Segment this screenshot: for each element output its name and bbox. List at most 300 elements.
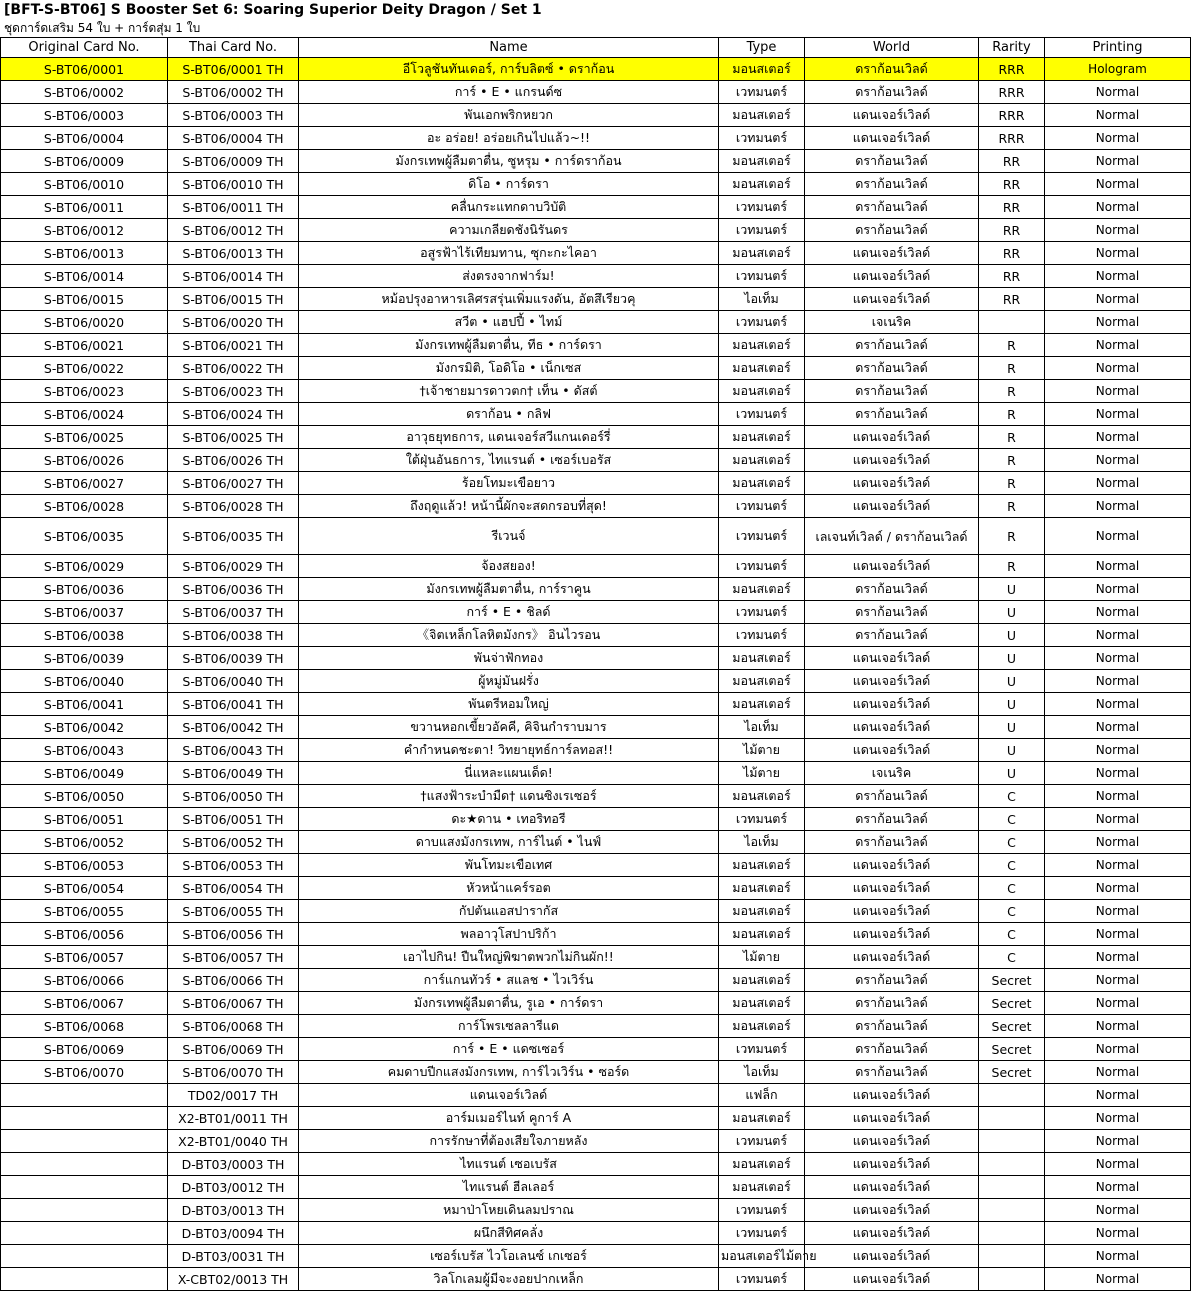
rarity-cell[interactable]: RRR (979, 127, 1045, 150)
world-cell[interactable]: แดนเจอร์เวิลด์ (805, 1245, 979, 1268)
card-name-cell[interactable]: 《จิตเหล็กโลหิตมังกร》 อินไวรอน (299, 624, 719, 647)
printing-cell[interactable]: Normal (1045, 555, 1191, 578)
type-cell[interactable]: มอนสเตอร์ (719, 1153, 805, 1176)
world-cell[interactable]: แดนเจอร์เวิลด์ (805, 647, 979, 670)
original-card-no-cell[interactable]: S-BT06/0069 (1, 1038, 168, 1061)
printing-cell[interactable]: Normal (1045, 578, 1191, 601)
card-name-cell[interactable]: การ์ • E • แดซเซอร์ (299, 1038, 719, 1061)
world-cell[interactable]: แดนเจอร์เวิลด์ (805, 739, 979, 762)
type-cell[interactable]: เวทมนตร์ (719, 1038, 805, 1061)
rarity-cell[interactable]: U (979, 601, 1045, 624)
printing-cell[interactable]: Normal (1045, 449, 1191, 472)
printing-cell[interactable]: Normal (1045, 334, 1191, 357)
printing-cell[interactable]: Normal (1045, 808, 1191, 831)
printing-cell[interactable]: Normal (1045, 150, 1191, 173)
thai-card-no-cell[interactable]: S-BT06/0070 TH (168, 1061, 299, 1084)
type-cell[interactable]: มอนสเตอร์ (719, 150, 805, 173)
thai-card-no-cell[interactable]: S-BT06/0004 TH (168, 127, 299, 150)
printing-cell[interactable]: Normal (1045, 877, 1191, 900)
original-card-no-cell[interactable] (1, 1084, 168, 1107)
card-name-cell[interactable]: ไทแรนต์ ฮีลเลอร์ (299, 1176, 719, 1199)
card-name-cell[interactable]: การ์โพรเซลลารีแด (299, 1015, 719, 1038)
rarity-cell[interactable]: R (979, 403, 1045, 426)
rarity-cell[interactable]: C (979, 831, 1045, 854)
printing-cell[interactable]: Normal (1045, 647, 1191, 670)
original-card-no-cell[interactable]: S-BT06/0003 (1, 104, 168, 127)
type-cell[interactable]: เวทมนตร์ (719, 196, 805, 219)
card-name-cell[interactable]: พันตรีหอมใหญ่ (299, 693, 719, 716)
rarity-cell[interactable]: U (979, 693, 1045, 716)
original-card-no-cell[interactable]: S-BT06/0050 (1, 785, 168, 808)
type-cell[interactable]: ไม้ตาย (719, 762, 805, 785)
original-card-no-cell[interactable] (1, 1107, 168, 1130)
original-card-no-cell[interactable]: S-BT06/0015 (1, 288, 168, 311)
printing-cell[interactable]: Normal (1045, 104, 1191, 127)
thai-card-no-cell[interactable]: S-BT06/0057 TH (168, 946, 299, 969)
rarity-cell[interactable]: RRR (979, 104, 1045, 127)
type-cell[interactable]: มอนสเตอร์ (719, 854, 805, 877)
card-name-cell[interactable]: †เจ้าชายมารดาวตก† เท็น • ดัสต์ (299, 380, 719, 403)
header-thai-card-no[interactable]: Thai Card No. (168, 38, 299, 58)
rarity-cell[interactable] (979, 1084, 1045, 1107)
type-cell[interactable]: เวทมนตร์ (719, 808, 805, 831)
rarity-cell[interactable]: R (979, 555, 1045, 578)
world-cell[interactable]: ดราก้อนเวิลด์ (805, 969, 979, 992)
original-card-no-cell[interactable]: S-BT06/0053 (1, 854, 168, 877)
type-cell[interactable]: เวทมนตร์ (719, 555, 805, 578)
world-cell[interactable]: ดราก้อนเวิลด์ (805, 150, 979, 173)
original-card-no-cell[interactable]: S-BT06/0067 (1, 992, 168, 1015)
rarity-cell[interactable]: C (979, 854, 1045, 877)
rarity-cell[interactable] (979, 1176, 1045, 1199)
rarity-cell[interactable]: R (979, 495, 1045, 518)
world-cell[interactable]: เลเจนท์เวิลด์ / ดราก้อนเวิลด์ (805, 518, 979, 555)
card-name-cell[interactable]: หัวหน้าแคร์รอต (299, 877, 719, 900)
type-cell[interactable]: มอนสเตอร์ (719, 992, 805, 1015)
rarity-cell[interactable]: Secret (979, 969, 1045, 992)
thai-card-no-cell[interactable]: S-BT06/0069 TH (168, 1038, 299, 1061)
world-cell[interactable]: แดนเจอร์เวิลด์ (805, 1176, 979, 1199)
printing-cell[interactable]: Normal (1045, 716, 1191, 739)
world-cell[interactable]: แดนเจอร์เวิลด์ (805, 1222, 979, 1245)
rarity-cell[interactable]: Secret (979, 1015, 1045, 1038)
world-cell[interactable]: แดนเจอร์เวิลด์ (805, 127, 979, 150)
original-card-no-cell[interactable] (1, 1268, 168, 1291)
type-cell[interactable]: มอนสเตอร์ (719, 693, 805, 716)
thai-card-no-cell[interactable]: S-BT06/0050 TH (168, 785, 299, 808)
printing-cell[interactable]: Normal (1045, 969, 1191, 992)
type-cell[interactable]: มอนสเตอร์ (719, 173, 805, 196)
rarity-cell[interactable]: C (979, 946, 1045, 969)
header-type[interactable]: Type (719, 38, 805, 58)
rarity-cell[interactable] (979, 1107, 1045, 1130)
header-printing[interactable]: Printing (1045, 38, 1191, 58)
original-card-no-cell[interactable] (1, 1176, 168, 1199)
world-cell[interactable]: แดนเจอร์เวิลด์ (805, 426, 979, 449)
card-name-cell[interactable]: อาร์มเมอร์ไนท์ คูการ์ A (299, 1107, 719, 1130)
original-card-no-cell[interactable]: S-BT06/0057 (1, 946, 168, 969)
rarity-cell[interactable] (979, 1245, 1045, 1268)
thai-card-no-cell[interactable]: S-BT06/0067 TH (168, 992, 299, 1015)
original-card-no-cell[interactable]: S-BT06/0052 (1, 831, 168, 854)
type-cell[interactable]: เวทมนตร์ (719, 601, 805, 624)
rarity-cell[interactable]: Secret (979, 1061, 1045, 1084)
card-name-cell[interactable]: หมาป่าโหยเดินลมปราณ (299, 1199, 719, 1222)
thai-card-no-cell[interactable]: S-BT06/0039 TH (168, 647, 299, 670)
card-name-cell[interactable]: มังกรเทพผู้ลืมตาตื่น, รูเอ • การ์ดรา (299, 992, 719, 1015)
thai-card-no-cell[interactable]: S-BT06/0056 TH (168, 923, 299, 946)
header-name[interactable]: Name (299, 38, 719, 58)
rarity-cell[interactable]: RRR (979, 58, 1045, 81)
original-card-no-cell[interactable]: S-BT06/0022 (1, 357, 168, 380)
world-cell[interactable]: ดราก้อนเวิลด์ (805, 380, 979, 403)
world-cell[interactable]: เจเนริค (805, 762, 979, 785)
rarity-cell[interactable]: R (979, 357, 1045, 380)
card-name-cell[interactable]: พันโทมะเขือเทศ (299, 854, 719, 877)
printing-cell[interactable]: Normal (1045, 854, 1191, 877)
printing-cell[interactable]: Normal (1045, 495, 1191, 518)
card-name-cell[interactable]: ขวานหอกเขี้ยวอัคคี, คิจินกำราบมาร (299, 716, 719, 739)
thai-card-no-cell[interactable]: S-BT06/0052 TH (168, 831, 299, 854)
card-name-cell[interactable]: อสูรฟ้าไร้เทียมทาน, ซุกะกะไคอา (299, 242, 719, 265)
rarity-cell[interactable]: U (979, 647, 1045, 670)
world-cell[interactable]: ดราก้อนเวิลด์ (805, 219, 979, 242)
world-cell[interactable]: ดราก้อนเวิลด์ (805, 601, 979, 624)
original-card-no-cell[interactable]: S-BT06/0021 (1, 334, 168, 357)
type-cell[interactable]: ไม้ตาย (719, 739, 805, 762)
card-name-cell[interactable]: การรักษาที่ต้องเสียใจภายหลัง (299, 1130, 719, 1153)
original-card-no-cell[interactable] (1, 1130, 168, 1153)
thai-card-no-cell[interactable]: S-BT06/0022 TH (168, 357, 299, 380)
original-card-no-cell[interactable]: S-BT06/0024 (1, 403, 168, 426)
printing-cell[interactable]: Normal (1045, 946, 1191, 969)
original-card-no-cell[interactable]: S-BT06/0068 (1, 1015, 168, 1038)
world-cell[interactable]: ดราก้อนเวิลด์ (805, 334, 979, 357)
world-cell[interactable]: แดนเจอร์เวิลด์ (805, 495, 979, 518)
rarity-cell[interactable]: C (979, 877, 1045, 900)
printing-cell[interactable]: Normal (1045, 403, 1191, 426)
type-cell[interactable]: มอนสเตอร์ (719, 1176, 805, 1199)
printing-cell[interactable]: Normal (1045, 923, 1191, 946)
thai-card-no-cell[interactable]: S-BT06/0024 TH (168, 403, 299, 426)
printing-cell[interactable]: Normal (1045, 670, 1191, 693)
thai-card-no-cell[interactable]: S-BT06/0010 TH (168, 173, 299, 196)
type-cell[interactable]: เวทมนตร์ (719, 1130, 805, 1153)
type-cell[interactable]: มอนสเตอร์ (719, 877, 805, 900)
printing-cell[interactable]: Normal (1045, 1015, 1191, 1038)
printing-cell[interactable]: Normal (1045, 1222, 1191, 1245)
world-cell[interactable]: แดนเจอร์เวิลด์ (805, 1199, 979, 1222)
thai-card-no-cell[interactable]: S-BT06/0009 TH (168, 150, 299, 173)
printing-cell[interactable]: Normal (1045, 1084, 1191, 1107)
type-cell[interactable]: เวทมนตร์ (719, 518, 805, 555)
printing-cell[interactable]: Normal (1045, 624, 1191, 647)
type-cell[interactable]: มอนสเตอร์ (719, 426, 805, 449)
original-card-no-cell[interactable]: S-BT06/0028 (1, 495, 168, 518)
type-cell[interactable]: มอนสเตอร์ไม้ตาย (719, 1245, 805, 1268)
card-name-cell[interactable]: ดะ★ดาน • เทอริทอรี (299, 808, 719, 831)
rarity-cell[interactable]: U (979, 762, 1045, 785)
thai-card-no-cell[interactable]: S-BT06/0036 TH (168, 578, 299, 601)
thai-card-no-cell[interactable]: S-BT06/0029 TH (168, 555, 299, 578)
world-cell[interactable]: แดนเจอร์เวิลด์ (805, 104, 979, 127)
original-card-no-cell[interactable]: S-BT06/0029 (1, 555, 168, 578)
card-name-cell[interactable]: ถึงฤดูแล้ว! หน้านี้ผักจะสดกรอบที่สุด! (299, 495, 719, 518)
thai-card-no-cell[interactable]: S-BT06/0003 TH (168, 104, 299, 127)
printing-cell[interactable]: Normal (1045, 265, 1191, 288)
world-cell[interactable]: แดนเจอร์เวิลด์ (805, 1153, 979, 1176)
printing-cell[interactable]: Normal (1045, 1038, 1191, 1061)
rarity-cell[interactable]: RR (979, 265, 1045, 288)
type-cell[interactable]: เวทมนตร์ (719, 127, 805, 150)
thai-card-no-cell[interactable]: S-BT06/0002 TH (168, 81, 299, 104)
type-cell[interactable]: ไอเท็ม (719, 716, 805, 739)
rarity-cell[interactable] (979, 311, 1045, 334)
type-cell[interactable]: เวทมนตร์ (719, 495, 805, 518)
thai-card-no-cell[interactable]: D-BT03/0013 TH (168, 1199, 299, 1222)
rarity-cell[interactable]: C (979, 900, 1045, 923)
original-card-no-cell[interactable]: S-BT06/0043 (1, 739, 168, 762)
thai-card-no-cell[interactable]: S-BT06/0021 TH (168, 334, 299, 357)
world-cell[interactable]: แดนเจอร์เวิลด์ (805, 923, 979, 946)
original-card-no-cell[interactable]: S-BT06/0051 (1, 808, 168, 831)
world-cell[interactable]: แดนเจอร์เวิลด์ (805, 288, 979, 311)
original-card-no-cell[interactable]: S-BT06/0010 (1, 173, 168, 196)
printing-cell[interactable]: Normal (1045, 196, 1191, 219)
printing-cell[interactable]: Normal (1045, 518, 1191, 555)
rarity-cell[interactable]: R (979, 472, 1045, 495)
type-cell[interactable]: เวทมนตร์ (719, 81, 805, 104)
original-card-no-cell[interactable]: S-BT06/0054 (1, 877, 168, 900)
type-cell[interactable]: เวทมนตร์ (719, 1222, 805, 1245)
card-name-cell[interactable]: ใต้ฝุ่นอันธการ, ไทแรนต์ • เซอร์เบอรัส (299, 449, 719, 472)
card-name-cell[interactable]: พันจ่าฟักทอง (299, 647, 719, 670)
world-cell[interactable]: ดราก้อนเวิลด์ (805, 196, 979, 219)
world-cell[interactable]: แดนเจอร์เวิลด์ (805, 716, 979, 739)
type-cell[interactable]: มอนสเตอร์ (719, 334, 805, 357)
printing-cell[interactable]: Normal (1045, 762, 1191, 785)
card-name-cell[interactable]: เซอร์เบรัส ไวโอเลนซ์ เกเซอร์ (299, 1245, 719, 1268)
header-original-card-no[interactable]: Original Card No. (1, 38, 168, 58)
type-cell[interactable]: ไอเท็ม (719, 831, 805, 854)
type-cell[interactable]: เวทมนตร์ (719, 624, 805, 647)
original-card-no-cell[interactable] (1, 1199, 168, 1222)
thai-card-no-cell[interactable]: S-BT06/0035 TH (168, 518, 299, 555)
thai-card-no-cell[interactable]: S-BT06/0023 TH (168, 380, 299, 403)
card-name-cell[interactable]: ไทแรนต์ เซอเบรัส (299, 1153, 719, 1176)
card-name-cell[interactable]: มังกรเทพผู้ลืมตาตื่น, ทีธ • การ์ดรา (299, 334, 719, 357)
printing-cell[interactable]: Normal (1045, 900, 1191, 923)
type-cell[interactable]: มอนสเตอร์ (719, 449, 805, 472)
rarity-cell[interactable]: RR (979, 150, 1045, 173)
type-cell[interactable]: มอนสเตอร์ (719, 472, 805, 495)
printing-cell[interactable]: Normal (1045, 1199, 1191, 1222)
thai-card-no-cell[interactable]: S-BT06/0037 TH (168, 601, 299, 624)
original-card-no-cell[interactable]: S-BT06/0004 (1, 127, 168, 150)
card-name-cell[interactable]: การ์ • E • แกรนด์ซ (299, 81, 719, 104)
rarity-cell[interactable]: C (979, 785, 1045, 808)
thai-card-no-cell[interactable]: S-BT06/0054 TH (168, 877, 299, 900)
type-cell[interactable]: เวทมนตร์ (719, 403, 805, 426)
printing-cell[interactable]: Normal (1045, 693, 1191, 716)
original-card-no-cell[interactable]: S-BT06/0041 (1, 693, 168, 716)
card-name-cell[interactable]: สวีต • แฮปปี้ • ไทม์ (299, 311, 719, 334)
card-name-cell[interactable]: วิลโกเลมผู้มีจะงอยปากเหล็ก (299, 1268, 719, 1291)
thai-card-no-cell[interactable]: S-BT06/0055 TH (168, 900, 299, 923)
thai-card-no-cell[interactable]: S-BT06/0038 TH (168, 624, 299, 647)
type-cell[interactable]: มอนสเตอร์ (719, 647, 805, 670)
type-cell[interactable]: ไม้ตาย (719, 946, 805, 969)
rarity-cell[interactable]: U (979, 716, 1045, 739)
card-name-cell[interactable]: หม้อปรุงอาหารเลิศรสรุ่นเพิ่มแรงดัน, อัตสึเรียวคุ (299, 288, 719, 311)
world-cell[interactable]: แดนเจอร์เวิลด์ (805, 1084, 979, 1107)
rarity-cell[interactable] (979, 1153, 1045, 1176)
world-cell[interactable]: ดราก้อนเวิลด์ (805, 992, 979, 1015)
printing-cell[interactable]: Normal (1045, 992, 1191, 1015)
original-card-no-cell[interactable]: S-BT06/0039 (1, 647, 168, 670)
thai-card-no-cell[interactable]: S-BT06/0053 TH (168, 854, 299, 877)
type-cell[interactable]: มอนสเตอร์ (719, 380, 805, 403)
card-name-cell[interactable]: รีเวนจ์ (299, 518, 719, 555)
printing-cell[interactable]: Normal (1045, 1107, 1191, 1130)
original-card-no-cell[interactable]: S-BT06/0070 (1, 1061, 168, 1084)
printing-cell[interactable]: Normal (1045, 785, 1191, 808)
original-card-no-cell[interactable]: S-BT06/0038 (1, 624, 168, 647)
thai-card-no-cell[interactable]: S-BT06/0028 TH (168, 495, 299, 518)
type-cell[interactable]: มอนสเตอร์ (719, 785, 805, 808)
world-cell[interactable]: แดนเจอร์เวิลด์ (805, 242, 979, 265)
thai-card-no-cell[interactable]: S-BT06/0020 TH (168, 311, 299, 334)
printing-cell[interactable]: Normal (1045, 426, 1191, 449)
type-cell[interactable]: เวทมนตร์ (719, 1268, 805, 1291)
thai-card-no-cell[interactable]: D-BT03/0094 TH (168, 1222, 299, 1245)
world-cell[interactable]: ดราก้อนเวิลด์ (805, 1061, 979, 1084)
thai-card-no-cell[interactable]: S-BT06/0013 TH (168, 242, 299, 265)
original-card-no-cell[interactable]: S-BT06/0042 (1, 716, 168, 739)
card-name-cell[interactable]: จ้องสยอง! (299, 555, 719, 578)
printing-cell[interactable]: Normal (1045, 601, 1191, 624)
type-cell[interactable]: แฟล็ก (719, 1084, 805, 1107)
printing-cell[interactable]: Normal (1045, 1061, 1191, 1084)
printing-cell[interactable]: Normal (1045, 81, 1191, 104)
card-name-cell[interactable]: ดิโอ • การ์ดรา (299, 173, 719, 196)
original-card-no-cell[interactable]: S-BT06/0037 (1, 601, 168, 624)
card-name-cell[interactable]: แดนเจอร์เวิลด์ (299, 1084, 719, 1107)
type-cell[interactable]: มอนสเตอร์ (719, 670, 805, 693)
thai-card-no-cell[interactable]: S-BT06/0014 TH (168, 265, 299, 288)
thai-card-no-cell[interactable]: S-BT06/0040 TH (168, 670, 299, 693)
card-name-cell[interactable]: คำกำหนดชะตา! วิทยายุทธ์การ์ลทอส!! (299, 739, 719, 762)
world-cell[interactable]: ดราก้อนเวิลด์ (805, 831, 979, 854)
type-cell[interactable]: มอนสเตอร์ (719, 578, 805, 601)
thai-card-no-cell[interactable]: S-BT06/0026 TH (168, 449, 299, 472)
card-name-cell[interactable]: พลอาวุโสปาปริก้า (299, 923, 719, 946)
card-name-cell[interactable]: อีโวลูชันทันเดอร์, การ์บลิตซ์ • ดราก้อน (299, 58, 719, 81)
printing-cell[interactable]: Normal (1045, 219, 1191, 242)
world-cell[interactable]: เจเนริค (805, 311, 979, 334)
thai-card-no-cell[interactable]: X-CBT02/0013 TH (168, 1268, 299, 1291)
card-name-cell[interactable]: มังกรมิติ, โอดิโอ • เน็กเซส (299, 357, 719, 380)
type-cell[interactable]: มอนสเตอร์ (719, 242, 805, 265)
card-name-cell[interactable]: ผนึกสีทิศคลั่ง (299, 1222, 719, 1245)
printing-cell[interactable]: Normal (1045, 1153, 1191, 1176)
original-card-no-cell[interactable] (1, 1222, 168, 1245)
card-name-cell[interactable]: ผู้หมู่มันฝรั่ง (299, 670, 719, 693)
world-cell[interactable]: ดราก้อนเวิลด์ (805, 578, 979, 601)
original-card-no-cell[interactable]: S-BT06/0027 (1, 472, 168, 495)
type-cell[interactable]: มอนสเตอร์ (719, 1107, 805, 1130)
world-cell[interactable]: แดนเจอร์เวิลด์ (805, 693, 979, 716)
card-name-cell[interactable]: อะ อร่อย! อร่อยเกินไปแล้ว~!! (299, 127, 719, 150)
type-cell[interactable]: มอนสเตอร์ (719, 900, 805, 923)
rarity-cell[interactable] (979, 1222, 1045, 1245)
original-card-no-cell[interactable]: S-BT06/0025 (1, 426, 168, 449)
printing-cell[interactable]: Normal (1045, 1176, 1191, 1199)
card-name-cell[interactable]: กัปตันแอสปารากัส (299, 900, 719, 923)
thai-card-no-cell[interactable]: TD02/0017 TH (168, 1084, 299, 1107)
card-name-cell[interactable]: คมดาบปีกแสงมังกรเทพ, การ์ไวเวิร์น • ซอร์ด (299, 1061, 719, 1084)
rarity-cell[interactable] (979, 1130, 1045, 1153)
original-card-no-cell[interactable] (1, 1153, 168, 1176)
type-cell[interactable]: มอนสเตอร์ (719, 357, 805, 380)
thai-card-no-cell[interactable]: S-BT06/0066 TH (168, 969, 299, 992)
type-cell[interactable]: เวทมนตร์ (719, 1199, 805, 1222)
type-cell[interactable]: เวทมนตร์ (719, 311, 805, 334)
header-world[interactable]: World (805, 38, 979, 58)
rarity-cell[interactable]: R (979, 380, 1045, 403)
thai-card-no-cell[interactable]: S-BT06/0041 TH (168, 693, 299, 716)
type-cell[interactable]: มอนสเตอร์ (719, 923, 805, 946)
printing-cell[interactable]: Normal (1045, 127, 1191, 150)
world-cell[interactable]: ดราก้อนเวิลด์ (805, 624, 979, 647)
rarity-cell[interactable]: RR (979, 242, 1045, 265)
rarity-cell[interactable]: C (979, 923, 1045, 946)
card-name-cell[interactable]: คลื่นกระแทกดาบวิบัติ (299, 196, 719, 219)
original-card-no-cell[interactable]: S-BT06/0013 (1, 242, 168, 265)
thai-card-no-cell[interactable]: S-BT06/0051 TH (168, 808, 299, 831)
world-cell[interactable]: ดราก้อนเวิลด์ (805, 785, 979, 808)
original-card-no-cell[interactable]: S-BT06/0001 (1, 58, 168, 81)
thai-card-no-cell[interactable]: X2-BT01/0040 TH (168, 1130, 299, 1153)
card-name-cell[interactable]: มังกรเทพผู้ลืมตาตื่น, ซูหรุม • การ์ดราก้อน (299, 150, 719, 173)
thai-card-no-cell[interactable]: S-BT06/0043 TH (168, 739, 299, 762)
rarity-cell[interactable]: Secret (979, 992, 1045, 1015)
rarity-cell[interactable]: C (979, 808, 1045, 831)
world-cell[interactable]: ดราก้อนเวิลด์ (805, 1038, 979, 1061)
rarity-cell[interactable]: RR (979, 288, 1045, 311)
world-cell[interactable]: แดนเจอร์เวิลด์ (805, 946, 979, 969)
original-card-no-cell[interactable]: S-BT06/0049 (1, 762, 168, 785)
world-cell[interactable]: ดราก้อนเวิลด์ (805, 403, 979, 426)
world-cell[interactable]: แดนเจอร์เวิลด์ (805, 555, 979, 578)
rarity-cell[interactable]: U (979, 739, 1045, 762)
printing-cell[interactable]: Normal (1045, 311, 1191, 334)
printing-cell[interactable]: Normal (1045, 380, 1191, 403)
thai-card-no-cell[interactable]: S-BT06/0011 TH (168, 196, 299, 219)
thai-card-no-cell[interactable]: D-BT03/0012 TH (168, 1176, 299, 1199)
original-card-no-cell[interactable]: S-BT06/0035 (1, 518, 168, 555)
printing-cell[interactable]: Hologram (1045, 58, 1191, 81)
world-cell[interactable]: แดนเจอร์เวิลด์ (805, 854, 979, 877)
type-cell[interactable]: ไอเท็ม (719, 288, 805, 311)
type-cell[interactable]: เวทมนตร์ (719, 265, 805, 288)
thai-card-no-cell[interactable]: S-BT06/0015 TH (168, 288, 299, 311)
original-card-no-cell[interactable]: S-BT06/0014 (1, 265, 168, 288)
rarity-cell[interactable] (979, 1199, 1045, 1222)
thai-card-no-cell[interactable]: S-BT06/0025 TH (168, 426, 299, 449)
world-cell[interactable]: แดนเจอร์เวิลด์ (805, 472, 979, 495)
card-name-cell[interactable]: อาวุธยุทธการ, แดนเจอร์สวีแกนเดอร์รี่ (299, 426, 719, 449)
